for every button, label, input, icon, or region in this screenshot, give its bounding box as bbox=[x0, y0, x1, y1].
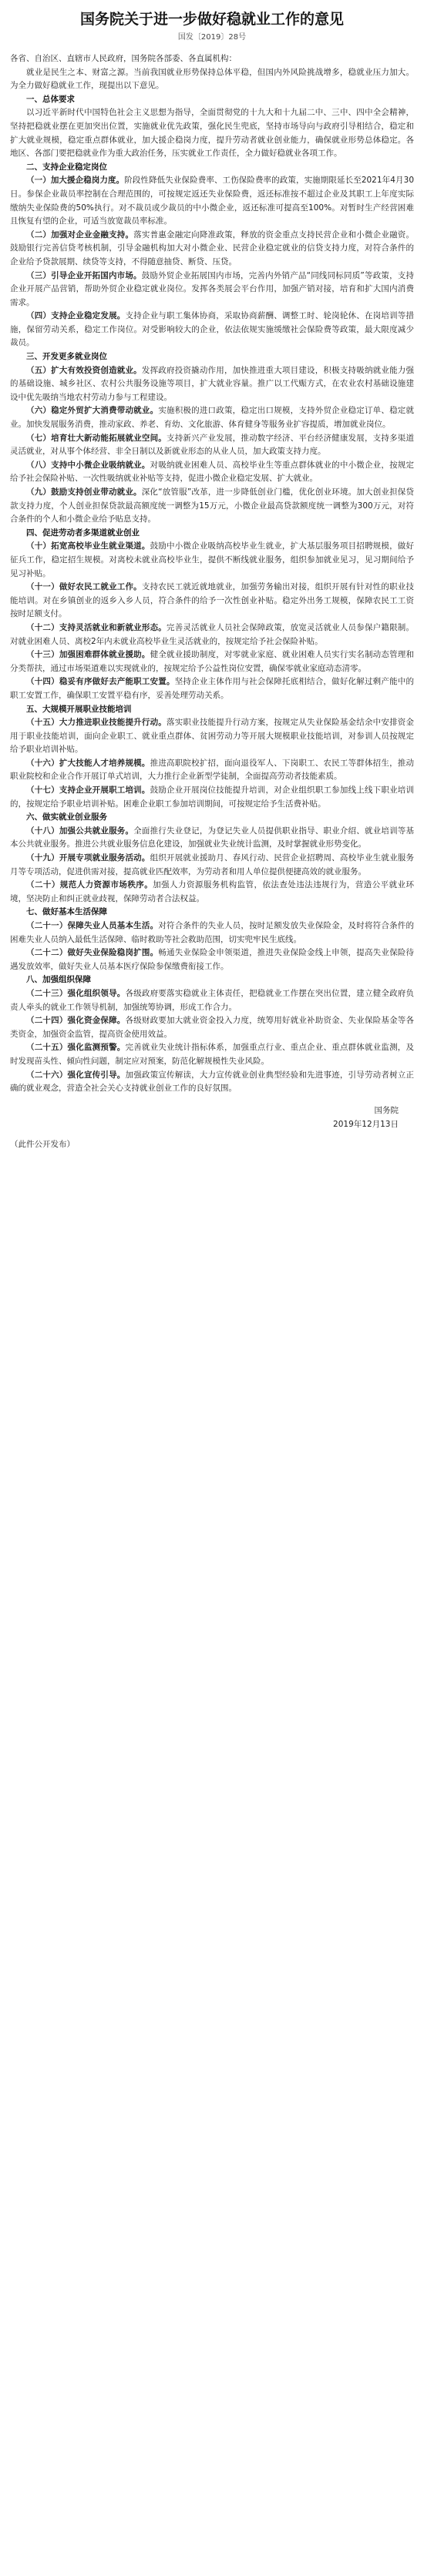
paragraph-text: 全面推行失业登记，为登记失业人员提供职业指导、职业介绍、就业培训等基本公共就业服务。推进公共就业服务信息化建设，加强就业失业统计监测，及时掌握就业形势变化。 bbox=[10, 826, 415, 849]
paragraph-text: 完善就业失业统计指标体系，加强重点行业、重点企业、重点群体就业监测，及时发现苗头性、倾向性问题，制定应对预案，防范化解规模性失业风险。 bbox=[10, 1043, 415, 1066]
section-paragraph bbox=[10, 364, 414, 405]
paragraph-text: 加强人力资源服务机构监管，依法查处违法违规行为，营造公平就业环境，坚决防止和纠正就业歧视，保障劳动者合法权益。 bbox=[10, 880, 415, 903]
section-paragraph bbox=[10, 987, 414, 1014]
paragraph-text: 以习近平新时代中国特色社会主义思想为指导，全面贯彻党的十九大和十九届二中、三中、四中全会精神，坚持把稳就业摆在更加突出位置，实施就业优先政策，强化民生兜底，坚持市场导向与政府引导相结合，稳定和扩大就业规模，稳定重点群体就业，加大援企稳岗力度，提升劳动者就业创业能力，确保就业形势总体稳定。各地区、各部门要把稳就业作为重大政治任务，压实就业工作责任，全力做好稳就业各项工作。 bbox=[10, 108, 414, 159]
section-paragraph bbox=[10, 270, 414, 310]
paragraph-subtitle: （四）支持企业稳定发展。 bbox=[26, 311, 126, 321]
paragraph-text: 坚持企业主体作用与社会保障托底相结合，做好化解过剩产能中的职工安置工作，确保职工安置平稳有序，妥善处理劳动关系。 bbox=[10, 677, 415, 700]
section-paragraph bbox=[10, 920, 414, 946]
section-paragraph bbox=[10, 648, 414, 675]
section-heading: 一、总体要求 bbox=[26, 94, 75, 104]
paragraph-subtitle: （五）扩大有效投资创造就业。 bbox=[26, 365, 142, 375]
section-heading: 七、做好基本生活保障 bbox=[26, 907, 107, 917]
sections-container bbox=[10, 93, 414, 1096]
paragraph-subtitle: （二十五）强化监测预警。 bbox=[26, 1043, 126, 1053]
paragraph-subtitle: （二十四）强化资金保障。 bbox=[26, 1016, 126, 1026]
document-number: 国发〔2019〕28号 bbox=[177, 33, 247, 42]
section-heading: 八、加强组织保障 bbox=[26, 975, 91, 985]
section-paragraph bbox=[10, 540, 414, 581]
paragraph-subtitle: （六）稳定外贸扩大消费带动就业。 bbox=[26, 406, 159, 416]
signature-org: 国务院 bbox=[374, 1105, 399, 1115]
paragraph-subtitle: （二十一）保障失业人员基本生活。 bbox=[26, 921, 159, 930]
signature-date: 2019年12月13日 bbox=[333, 1119, 399, 1129]
paragraph-subtitle: （二十二）做好失业保险稳岗扩围。 bbox=[26, 948, 159, 958]
section-paragraph bbox=[10, 1069, 414, 1096]
paragraph-subtitle: （八）支持中小微企业吸纳就业。 bbox=[26, 460, 150, 470]
paragraph-subtitle: （二）加强对企业金融支持。 bbox=[26, 229, 134, 240]
paragraph-text: 加强政策宣传解读，大力宣传就业创业典型经验和先进事迹，引导劳动者树立正确的就业观念，营造全社会关心支持就业创业工作的良好氛围。 bbox=[10, 1070, 415, 1094]
paragraph-text: 健全就业援助制度，对零就业家庭、就业困难人员实行实名制动态管理和分类帮扶，通过市场渠道难以实现就业的，按规定给予公益性岗位安置，确保零就业家庭动态清零。 bbox=[10, 650, 415, 673]
section-paragraph bbox=[10, 459, 414, 486]
paragraph-text: 支持新兴产业发展，推动数字经济、平台经济健康发展，支持多渠道灵活就业，对从事个体经营、非全日制以及新就业形态的从业人员，加大政策支持力度。 bbox=[10, 433, 415, 457]
paragraph-text: 落实普惠金融定向降准政策，释放的资金重点支持民营企业和小微企业融资。鼓励银行完善信贷考核机制，引导金融机构加大对小微企业、民营企业稳定就业的信贷支持力度，对符合条件的企业给予贷款展期、续贷等支持，不得随意抽贷、断贷、压贷。 bbox=[10, 229, 415, 266]
document-page bbox=[0, 0, 424, 1151]
paragraph-subtitle: （十九）开展专项就业服务活动。 bbox=[26, 853, 150, 863]
section-heading: 四、促进劳动者多渠道就业创业 bbox=[26, 528, 140, 538]
section-paragraph bbox=[10, 581, 414, 621]
paragraph-text: 鼓励外贸企业拓展国内市场，完善内外销产品“同线同标同质”等政策，支持企业开展产品营销，帮助外贸企业稳定就业岗位。发挥各类展会平台作用，加强产销对接，培育和扩大国内消费需求。 bbox=[10, 270, 414, 307]
paragraph-text: 支持农民工就近就地就业，加强劳务输出对接，组织开展有针对性的职业技能培训。对在乡镇创业的返乡入乡人员，符合条件的给予一次性创业补贴。稳定外出务工规模，保障农民工工资按时足额支付。 bbox=[10, 582, 414, 619]
paragraph-text: 深化“放管服”改革，进一步降低创业门槛，优化创业环境。加大创业担保贷款支持力度，个人创业担保贷款最高额度统一调整为15万元，小微企业最高贷款额度统一调整为300万元，对符合条件的个人和小微企业给予贴息支持。 bbox=[10, 487, 414, 524]
paragraph-subtitle: （九）鼓励支持创业带动就业。 bbox=[26, 487, 142, 497]
paragraph-subtitle: （十一）做好农民工就业工作。 bbox=[26, 582, 142, 592]
section-heading: 五、大规模开展职业技能培训 bbox=[26, 704, 132, 714]
paragraph-text: 鼓励中小微企业吸纳高校毕业生就业，扩大基层服务项目招聘规模，做好征兵工作，稳定招生规模。对离校未就业高校毕业生，提供不断线就业服务，组织参加就业见习，见习期间给予见习补贴。 bbox=[10, 541, 415, 578]
section-paragraph bbox=[10, 716, 414, 757]
section-paragraph bbox=[10, 621, 414, 648]
document-title: 国务院关于进一步做好稳就业工作的意见 bbox=[79, 11, 344, 28]
paragraph-subtitle: （二十六）强化宣传引导。 bbox=[26, 1070, 126, 1080]
paragraph-subtitle: （十三）加强困难群体就业援助。 bbox=[26, 650, 150, 660]
paragraph-text: 阶段性降低失业保险费率、工伤保险费率的政策，实施期限延长至2021年4月30日。参保企业裁员率控制在合理范围的，可按规定返还失业保险费，返还标准按不超过企业及其职工上年度实际缴纳失业保险费的50%执行。对不裁员或少裁员的中小微企业，返还标准可提高至100%。对暂时生产经营困难且恢复有望的企业，可适当放宽裁员率标准。 bbox=[10, 176, 414, 226]
paragraph-subtitle: （三）引导企业开拓国内市场。 bbox=[26, 270, 142, 280]
section-paragraph bbox=[10, 486, 414, 527]
intro-paragraph: 就业是民生之本、财富之源。当前我国就业形势保持总体平稳，但国内外风险挑战增多，稳就业压力加大。为全力做好稳就业工作，现提出以下意见。 bbox=[10, 67, 414, 91]
paragraph-subtitle: （十四）稳妥有序做好去产能职工安置。 bbox=[26, 677, 175, 687]
section-paragraph bbox=[10, 106, 414, 160]
section-heading: 三、开发更多就业岗位 bbox=[26, 352, 107, 362]
paragraph-subtitle: （十六）扩大技能人才培养规模。 bbox=[26, 758, 150, 768]
section-paragraph bbox=[10, 1014, 414, 1041]
section-paragraph bbox=[10, 825, 414, 852]
paragraph-text: 鼓励企业开展岗位技能提升培训，对企业组织职工参加线上线下职业培训的，按规定给予职业培训补贴。困难企业职工参加培训期间，可按规定给予生活费补贴。 bbox=[10, 786, 415, 809]
section-paragraph bbox=[10, 852, 414, 879]
section-paragraph bbox=[10, 229, 414, 270]
paragraph-subtitle: （十）拓宽高校毕业生就业渠道。 bbox=[26, 541, 150, 551]
paragraph-text: 组织开展就业援助月、春风行动、民营企业招聘周、高校毕业生就业服务月等专项活动，促进供需对接，提高就业匹配效率，为劳动者和用人单位提供便捷高效的就业服务。 bbox=[10, 853, 415, 876]
section-heading: 六、做实就业创业服务 bbox=[26, 812, 107, 822]
document-body bbox=[10, 52, 414, 1096]
section-paragraph bbox=[10, 432, 414, 459]
section-paragraph bbox=[10, 174, 414, 228]
paragraph-text: 各级政府要落实稳就业主体责任，把稳就业工作摆在突出位置，建立健全政府负责人牵头的就业工作领导机制，加强统筹协调，形成工作合力。 bbox=[10, 988, 415, 1012]
section-paragraph bbox=[10, 404, 414, 431]
section-paragraph bbox=[10, 1041, 414, 1068]
paragraph-subtitle: （十五）大力推进职业技能提升行动。 bbox=[26, 718, 167, 728]
paragraph-text: 落实职业技能提升行动方案，按规定从失业保险基金结余中安排资金用于职业技能培训，面向企业职工、就业重点群体、贫困劳动力等开展大规模职业技能培训，对参训人员按规定给予职业培训补贴。 bbox=[10, 718, 415, 755]
salutation: 各省、自治区、直辖市人民政府，国务院各部委、各直属机构： bbox=[10, 54, 237, 63]
paragraph-text: 实施积极的进口政策，稳定出口规模，支持外贸企业稳定订单、稳定就业。加快发展服务消费，推动家政、养老、育幼、文化旅游、体育健身等服务业扩容提质，增加就业岗位。 bbox=[10, 406, 415, 430]
section-paragraph bbox=[10, 310, 414, 350]
paragraph-text: 发挥政府投资撬动作用，加快推进重大项目建设，积极支持吸纳就业能力强的基础设施、城乡社区、农村公共服务设施等项目，扩大就业容量。推广以工代赈方式，在农业农村基础设施建设中优先吸纳当地农村劳动力参与工程建设。 bbox=[10, 365, 414, 402]
section-heading: 二、支持企业稳定岗位 bbox=[26, 162, 107, 172]
section-paragraph bbox=[10, 879, 414, 906]
section-paragraph bbox=[10, 784, 414, 811]
paragraph-subtitle: （十八）加强公共就业服务。 bbox=[26, 826, 134, 836]
publication-note: （此件公开发布） bbox=[10, 1139, 75, 1149]
paragraph-text: 畅通失业保险金申领渠道，推进失业保险金线上申领，提高失业保险待遇发放效率，做好失业人员基本医疗保险参保缴费衔接工作。 bbox=[10, 948, 415, 971]
signature-block bbox=[10, 1104, 414, 1131]
paragraph-subtitle: （二十）规范人力资源市场秩序。 bbox=[26, 880, 153, 890]
section-paragraph bbox=[10, 757, 414, 784]
paragraph-subtitle: （十二）支持灵活就业和新就业形态。 bbox=[26, 622, 167, 632]
paragraph-text: 各级财政要加大就业资金投入力度，统筹用好就业补助资金、失业保险基金等各类资金，加强资金监管，提高资金使用效益。 bbox=[10, 1016, 415, 1039]
paragraph-text: 完善灵活就业人员社会保障政策，放宽灵活就业人员参保户籍限制。对就业困难人员、离校2年内未就业高校毕业生灵活就业的，按规定给予社会保险补贴。 bbox=[10, 622, 415, 646]
paragraph-text: 对符合条件的失业人员，按时足额发放失业保险金，及时将符合条件的困难失业人员纳入最低生活保障、临时救助等社会救助范围，切实兜牢民生底线。 bbox=[10, 921, 415, 944]
paragraph-subtitle: （十七）支持企业开展职工培训。 bbox=[26, 786, 150, 796]
paragraph-text: 对吸纳就业困难人员、高校毕业生等重点群体就业的中小微企业，按规定给予社会保险补贴、一次性吸纳就业补贴等支持，促进小微企业稳定发展、扩大就业。 bbox=[10, 460, 415, 484]
paragraph-subtitle: （一）加大援企稳岗力度。 bbox=[26, 176, 125, 186]
paragraph-text: 支持企业与职工集体协商，采取协商薪酬、调整工时、轮岗轮休、在岗培训等措施，保留劳动关系，稳定工作岗位。对受影响较大的企业，依法依规实施缓缴社会保险费等政策，最大限度减少裁员。 bbox=[10, 311, 415, 348]
paragraph-subtitle: （七）培育壮大新动能拓展就业空间。 bbox=[26, 433, 167, 443]
paragraph-subtitle: （二十三）强化组织领导。 bbox=[26, 988, 126, 998]
section-paragraph bbox=[10, 946, 414, 973]
paragraph-text: 推进高职院校扩招，面向退役军人、下岗职工、农民工等群体招生，推动职业院校和企业合作开展订单式培训，大力推行企业新型学徒制，全面提高劳动者技能素质。 bbox=[10, 758, 415, 782]
section-paragraph bbox=[10, 675, 414, 702]
